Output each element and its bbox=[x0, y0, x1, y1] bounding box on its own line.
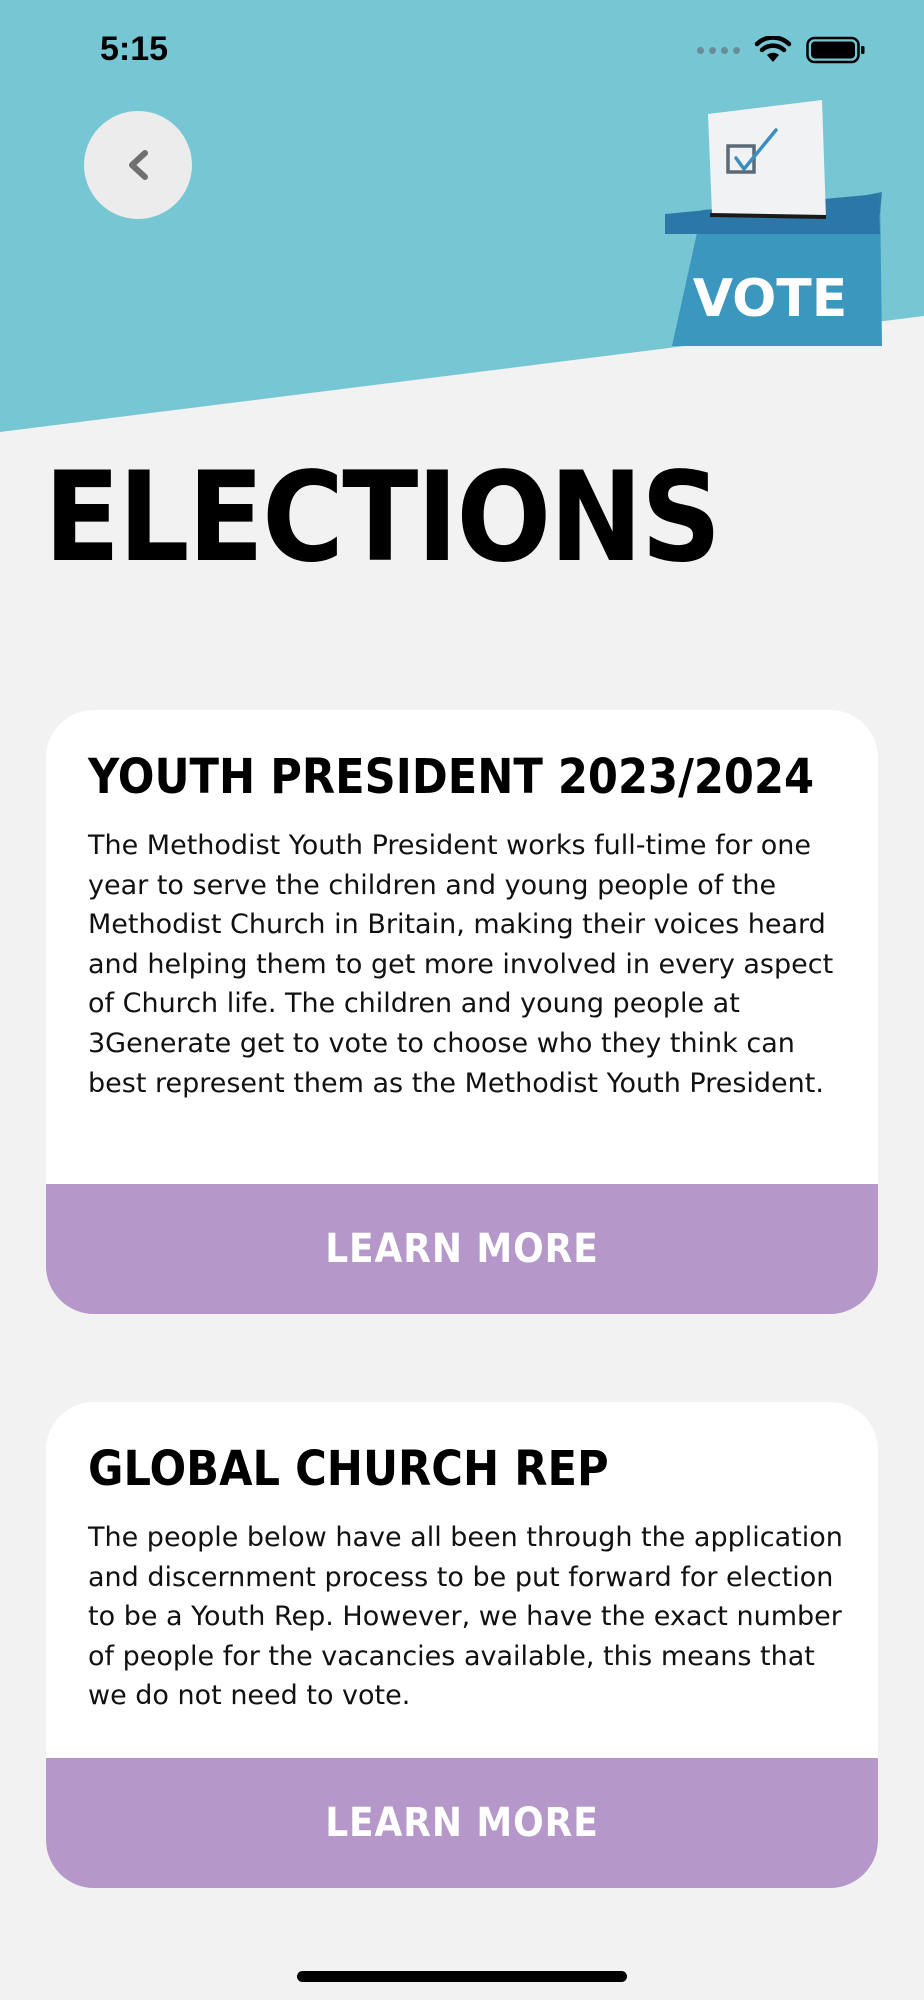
ballot-box-illustration bbox=[660, 96, 890, 346]
card-title: GLOBAL CHURCH REP bbox=[88, 1441, 609, 1497]
home-indicator[interactable] bbox=[297, 1971, 627, 1982]
card-description: The people below have all been through the application and discernment process to be put forward for election to be a Youth Rep. However, we have the exact number of people for the vacancies available, this means that we do not need to vote. bbox=[88, 1522, 843, 1712]
status-bar bbox=[0, 0, 924, 110]
election-card-global-church-rep bbox=[46, 1402, 878, 1888]
vote-sign-text: VOTE bbox=[692, 269, 848, 329]
back-button[interactable] bbox=[84, 111, 192, 219]
chevron-left-icon bbox=[123, 148, 153, 182]
learn-more-button[interactable] bbox=[46, 1184, 878, 1314]
cellular-signal-icon bbox=[697, 47, 740, 54]
battery-icon bbox=[806, 36, 866, 64]
card-title: YOUTH PRESIDENT 2023/2024 bbox=[88, 749, 815, 805]
page-title: ELECTIONS bbox=[44, 446, 720, 590]
wifi-icon bbox=[754, 36, 792, 64]
status-time: 5:15 bbox=[100, 30, 169, 68]
learn-more-button[interactable] bbox=[46, 1758, 878, 1888]
learn-more-label: LEARN MORE bbox=[325, 1226, 599, 1272]
card-description: The Methodist Youth President works full-time for one year to serve the children and young people of the Methodist Church in Britain, making their voices heard and helping them to get more involved in every aspect of Church life. The children and young people at 3Generate get to vote to choose who they think can best represent them as the Methodist Youth President. bbox=[88, 830, 834, 1099]
election-card-youth-president bbox=[46, 710, 878, 1314]
status-icons bbox=[697, 36, 866, 64]
learn-more-label: LEARN MORE bbox=[325, 1800, 599, 1846]
